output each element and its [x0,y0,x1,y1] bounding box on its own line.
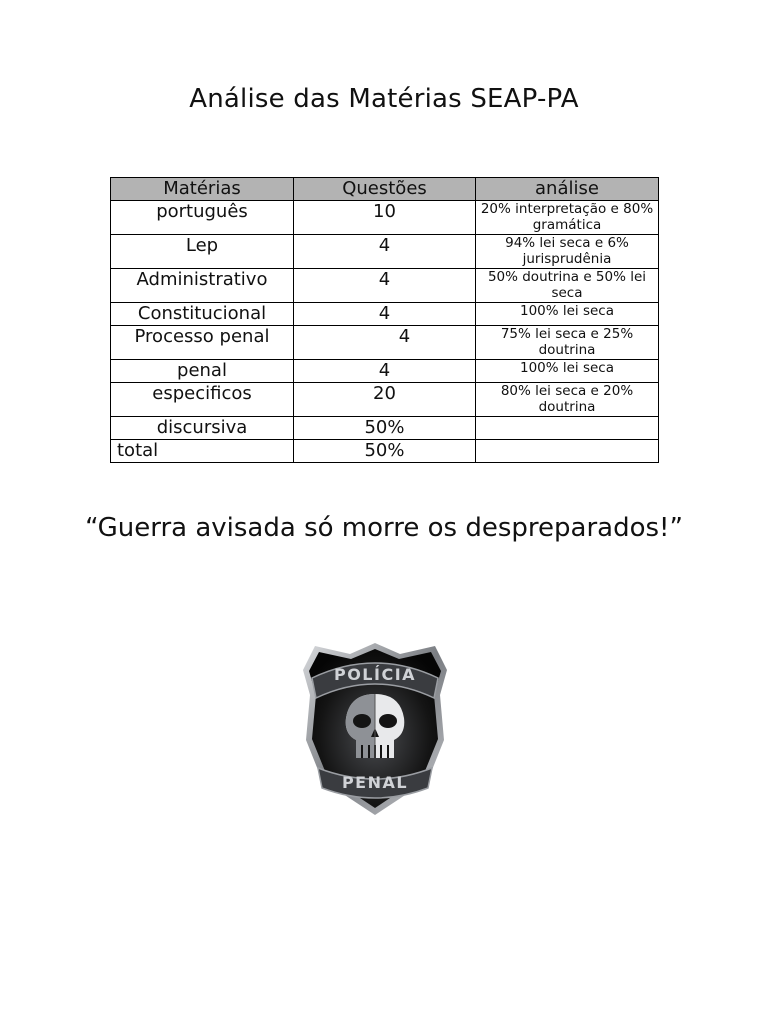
questoes-cell: 10 [294,201,476,235]
header-materias: Matérias [111,178,294,201]
analise-cell: 80% lei seca e 20% doutrina [476,383,659,417]
materia-cell: Processo penal [111,326,294,360]
table-header-row [111,178,659,201]
questoes-cell: 4 [294,326,476,360]
table-row [111,235,659,269]
questoes-cell: 4 [294,360,476,383]
skull-badge-icon [300,640,450,818]
materia-cell: especificos [111,383,294,417]
motto-quote: “Guerra avisada só morre os despreparados!” [85,513,683,543]
materia-cell: Lep [111,235,294,269]
table-row [111,440,659,463]
table-row [111,201,659,235]
questoes-cell: 4 [294,269,476,303]
analise-cell: 75% lei seca e 25% doutrina [476,326,659,360]
badge-bottom-text: PENAL [341,773,409,792]
questoes-cell: 4 [294,303,476,326]
analise-cell: 50% doutrina e 50% lei seca [476,269,659,303]
analise-cell [476,440,659,463]
analise-cell [476,417,659,440]
header-analise: análise [476,178,659,201]
table-row [111,303,659,326]
policia-penal-badge [300,640,450,818]
materia-cell: Constitucional [111,303,294,326]
table-row [111,326,659,360]
table-row [111,417,659,440]
materia-cell: Administrativo [111,269,294,303]
materia-cell: penal [111,360,294,383]
table-row [111,269,659,303]
questoes-cell: 20 [294,383,476,417]
questoes-cell: 50% [294,440,476,463]
questoes-cell: 4 [294,235,476,269]
table-row [111,360,659,383]
analise-cell: 94% lei seca e 6% jurisprudênia [476,235,659,269]
materia-cell: português [111,201,294,235]
materia-cell: total [111,440,294,463]
badge-top-text: POLÍCIA [333,665,417,684]
analise-cell: 20% interpretação e 80% gramática [476,201,659,235]
materia-cell: discursiva [111,417,294,440]
questoes-cell: 50% [294,417,476,440]
page-title: Análise das Matérias SEAP-PA [189,84,579,114]
subjects-table [110,177,659,463]
header-questoes: Questões [294,178,476,201]
analise-cell: 100% lei seca [476,360,659,383]
table-row [111,383,659,417]
analise-cell: 100% lei seca [476,303,659,326]
